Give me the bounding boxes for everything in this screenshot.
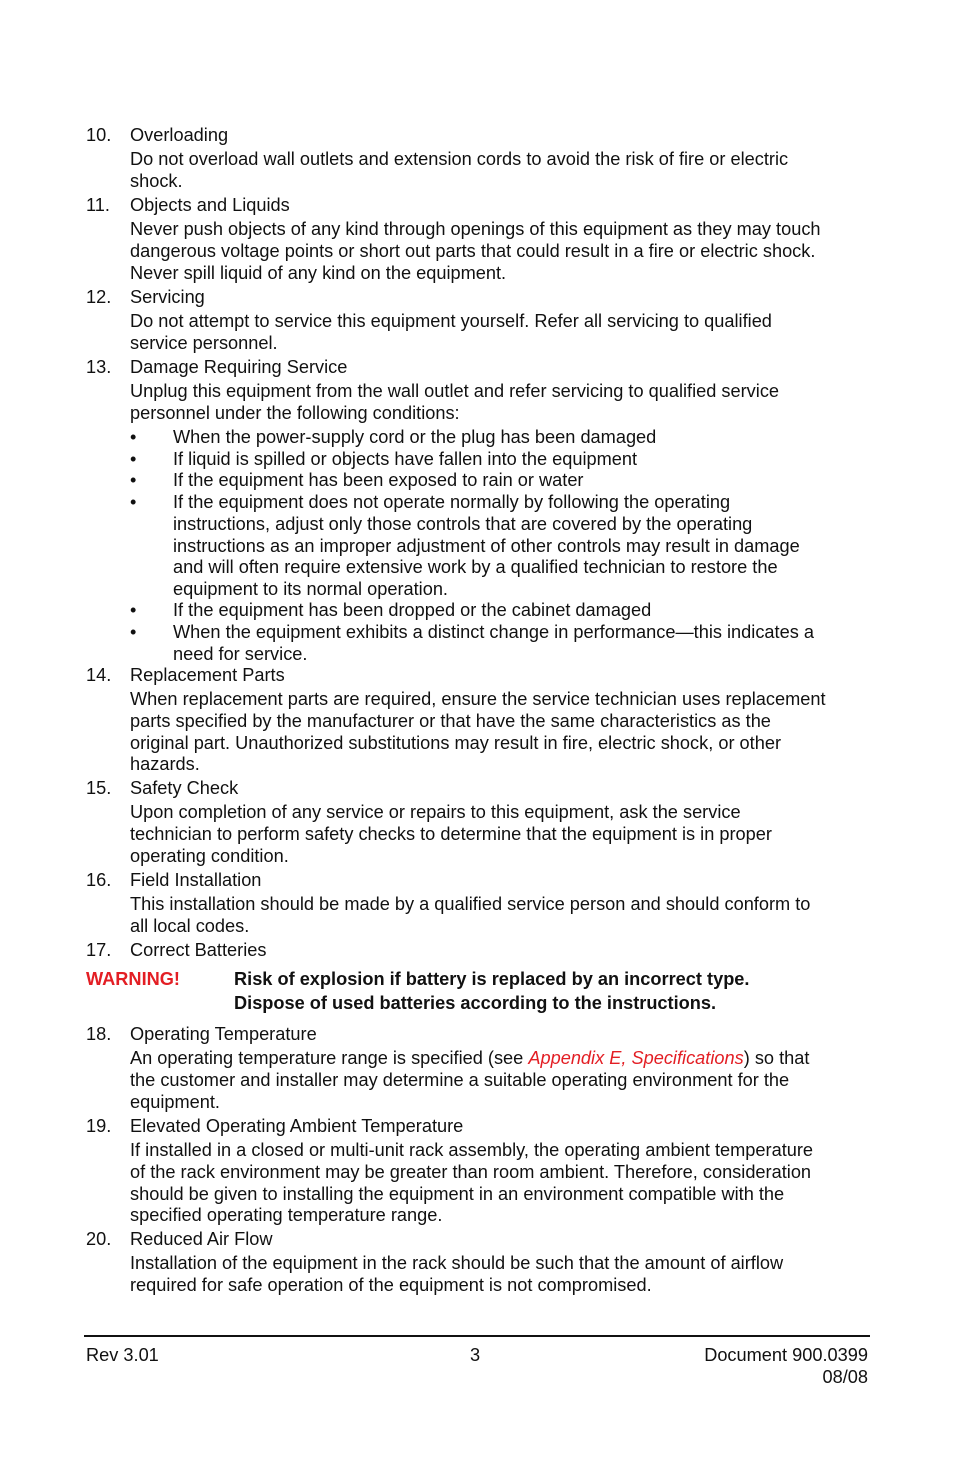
item-description [130, 149, 870, 193]
item-description [130, 219, 870, 284]
item-title: Replacement Parts [130, 665, 285, 685]
item-title: Servicing [130, 287, 205, 307]
text-line: parts specified by the manufacturer or that have the same characteristics as the [130, 710, 771, 731]
text-line: should be given to installing the equipment in an environment compatible with the [130, 1183, 785, 1204]
item-description [130, 1140, 870, 1227]
item-title: Elevated Operating Ambient Temperature [130, 1116, 464, 1136]
text-line: dangerous voltage points or short out parts that could result in a fire or electric shock. [130, 240, 816, 261]
footer-revision: Rev 3.01 [86, 1345, 159, 1365]
text-run: An operating temperature range is specified (see [130, 1048, 529, 1068]
text-line: When the power-supply cord or the plug has been damaged [173, 427, 657, 447]
warning-text [234, 969, 874, 1015]
document-number: Document 900.0399 [704, 1345, 868, 1365]
bullet-icon: • [130, 427, 137, 447]
text-line: This installation should be made by a qualified service person and should conform to [130, 894, 811, 914]
text-line: Dispose of used batteries according to the instructions. [234, 992, 717, 1013]
item-number: 14. [86, 665, 112, 685]
item-number: 15. [86, 778, 112, 798]
text-line: If the equipment has been dropped or the cabinet damaged [173, 600, 652, 620]
text-line: If installed in a closed or multi-unit rack assembly, the operating ambient temperature [130, 1140, 814, 1160]
text-line: technician to perform safety checks to determine that the equipment is in proper [130, 823, 772, 844]
text-line: service personnel. [130, 332, 278, 353]
text-line: If the equipment has been exposed to rain or water [173, 470, 584, 490]
item-number: 10. [86, 125, 112, 145]
text-line: operating condition. [130, 845, 289, 866]
item-title: Correct Batteries [130, 940, 267, 960]
document-date: 08/08 [822, 1366, 868, 1387]
warning-label: WARNING! [86, 969, 180, 989]
text-line: When the equipment exhibits a distinct change in performance—this indicates a [173, 622, 814, 642]
bullet-icon: • [130, 622, 137, 642]
item-number: 13. [86, 357, 112, 377]
text-line: Unplug this equipment from the wall outlet and refer servicing to qualified service [130, 381, 780, 401]
bullet-icon: • [130, 492, 137, 512]
text-line: and will often require extensive work by a qualified technician to restore the [173, 557, 778, 578]
footer-page-number: 3 [470, 1345, 481, 1365]
text-line: Risk of explosion if battery is replaced by an incorrect type. [234, 969, 750, 989]
item-number: 17. [86, 940, 112, 960]
text-line [130, 1048, 870, 1070]
text-line: Never spill liquid of any kind on the equipment. [130, 262, 507, 283]
text-line: personnel under the following conditions: [130, 402, 460, 423]
text-line: all local codes. [130, 915, 250, 936]
text-line: equipment to its normal operation. [173, 579, 448, 600]
item-description [130, 311, 870, 355]
item-description [130, 1253, 870, 1297]
item-number: 18. [86, 1024, 112, 1044]
text-line: Never push objects of any kind through openings of this equipment as they may touch [130, 219, 821, 239]
item-description [130, 689, 870, 776]
text-line: If the equipment does not operate normally by following the operating [173, 492, 731, 512]
text-line: the customer and installer may determine a suitable operating environment for the [130, 1069, 790, 1090]
item-description [130, 381, 870, 425]
text-line: instructions, adjust only those controls that are covered by the operating [173, 513, 753, 534]
footer-divider [84, 1335, 870, 1337]
text-line: need for service. [173, 643, 308, 664]
text-line: Do not attempt to service this equipment yourself. Refer all servicing to qualified [130, 311, 772, 331]
text-line: Upon completion of any service or repairs to this equipment, ask the service [130, 802, 741, 822]
item-description [130, 1048, 870, 1113]
bullet-icon: • [130, 470, 137, 490]
footer-document [704, 1345, 868, 1389]
item-number: 19. [86, 1116, 112, 1136]
text-line: specified operating temperature range. [130, 1205, 443, 1226]
text-run: ) so that [743, 1048, 810, 1068]
text-line: of the rack environment may be greater than room ambient. Therefore, consideration [130, 1161, 812, 1182]
text-line: If liquid is spilled or objects have fallen into the equipment [173, 449, 638, 469]
item-title: Damage Requiring Service [130, 357, 348, 377]
bullet-icon: • [130, 600, 137, 620]
item-number: 12. [86, 287, 112, 307]
item-title: Field Installation [130, 870, 262, 890]
text-line: original part. Unauthorized substitutions may result in fire, electric shock, or other [130, 732, 782, 753]
text-line: Installation of the equipment in the rack should be such that the amount of airflow [130, 1253, 784, 1273]
item-description [130, 802, 870, 867]
text-line: instructions as an improper adjustment of other controls may result in damage [173, 535, 800, 556]
appendix-link[interactable]: Appendix E, Specifications [528, 1048, 744, 1068]
item-number: 20. [86, 1229, 112, 1249]
text-line: hazards. [130, 754, 200, 775]
text-line: shock. [130, 170, 183, 191]
item-number: 16. [86, 870, 112, 890]
item-description [130, 894, 870, 938]
item-number: 11. [86, 195, 110, 215]
bullet-icon: • [130, 449, 137, 469]
item-title: Reduced Air Flow [130, 1229, 273, 1249]
item-title: Overloading [130, 125, 229, 145]
text-line: When replacement parts are required, ensure the service technician uses replacement [130, 689, 826, 709]
text-line: equipment. [130, 1091, 220, 1112]
item-title: Operating Temperature [130, 1024, 317, 1044]
item-title: Objects and Liquids [130, 195, 290, 215]
item-title: Safety Check [130, 778, 239, 798]
text-line: Do not overload wall outlets and extension cords to avoid the risk of fire or electric [130, 149, 789, 169]
text-line: required for safe operation of the equipment is not compromised. [130, 1274, 652, 1295]
